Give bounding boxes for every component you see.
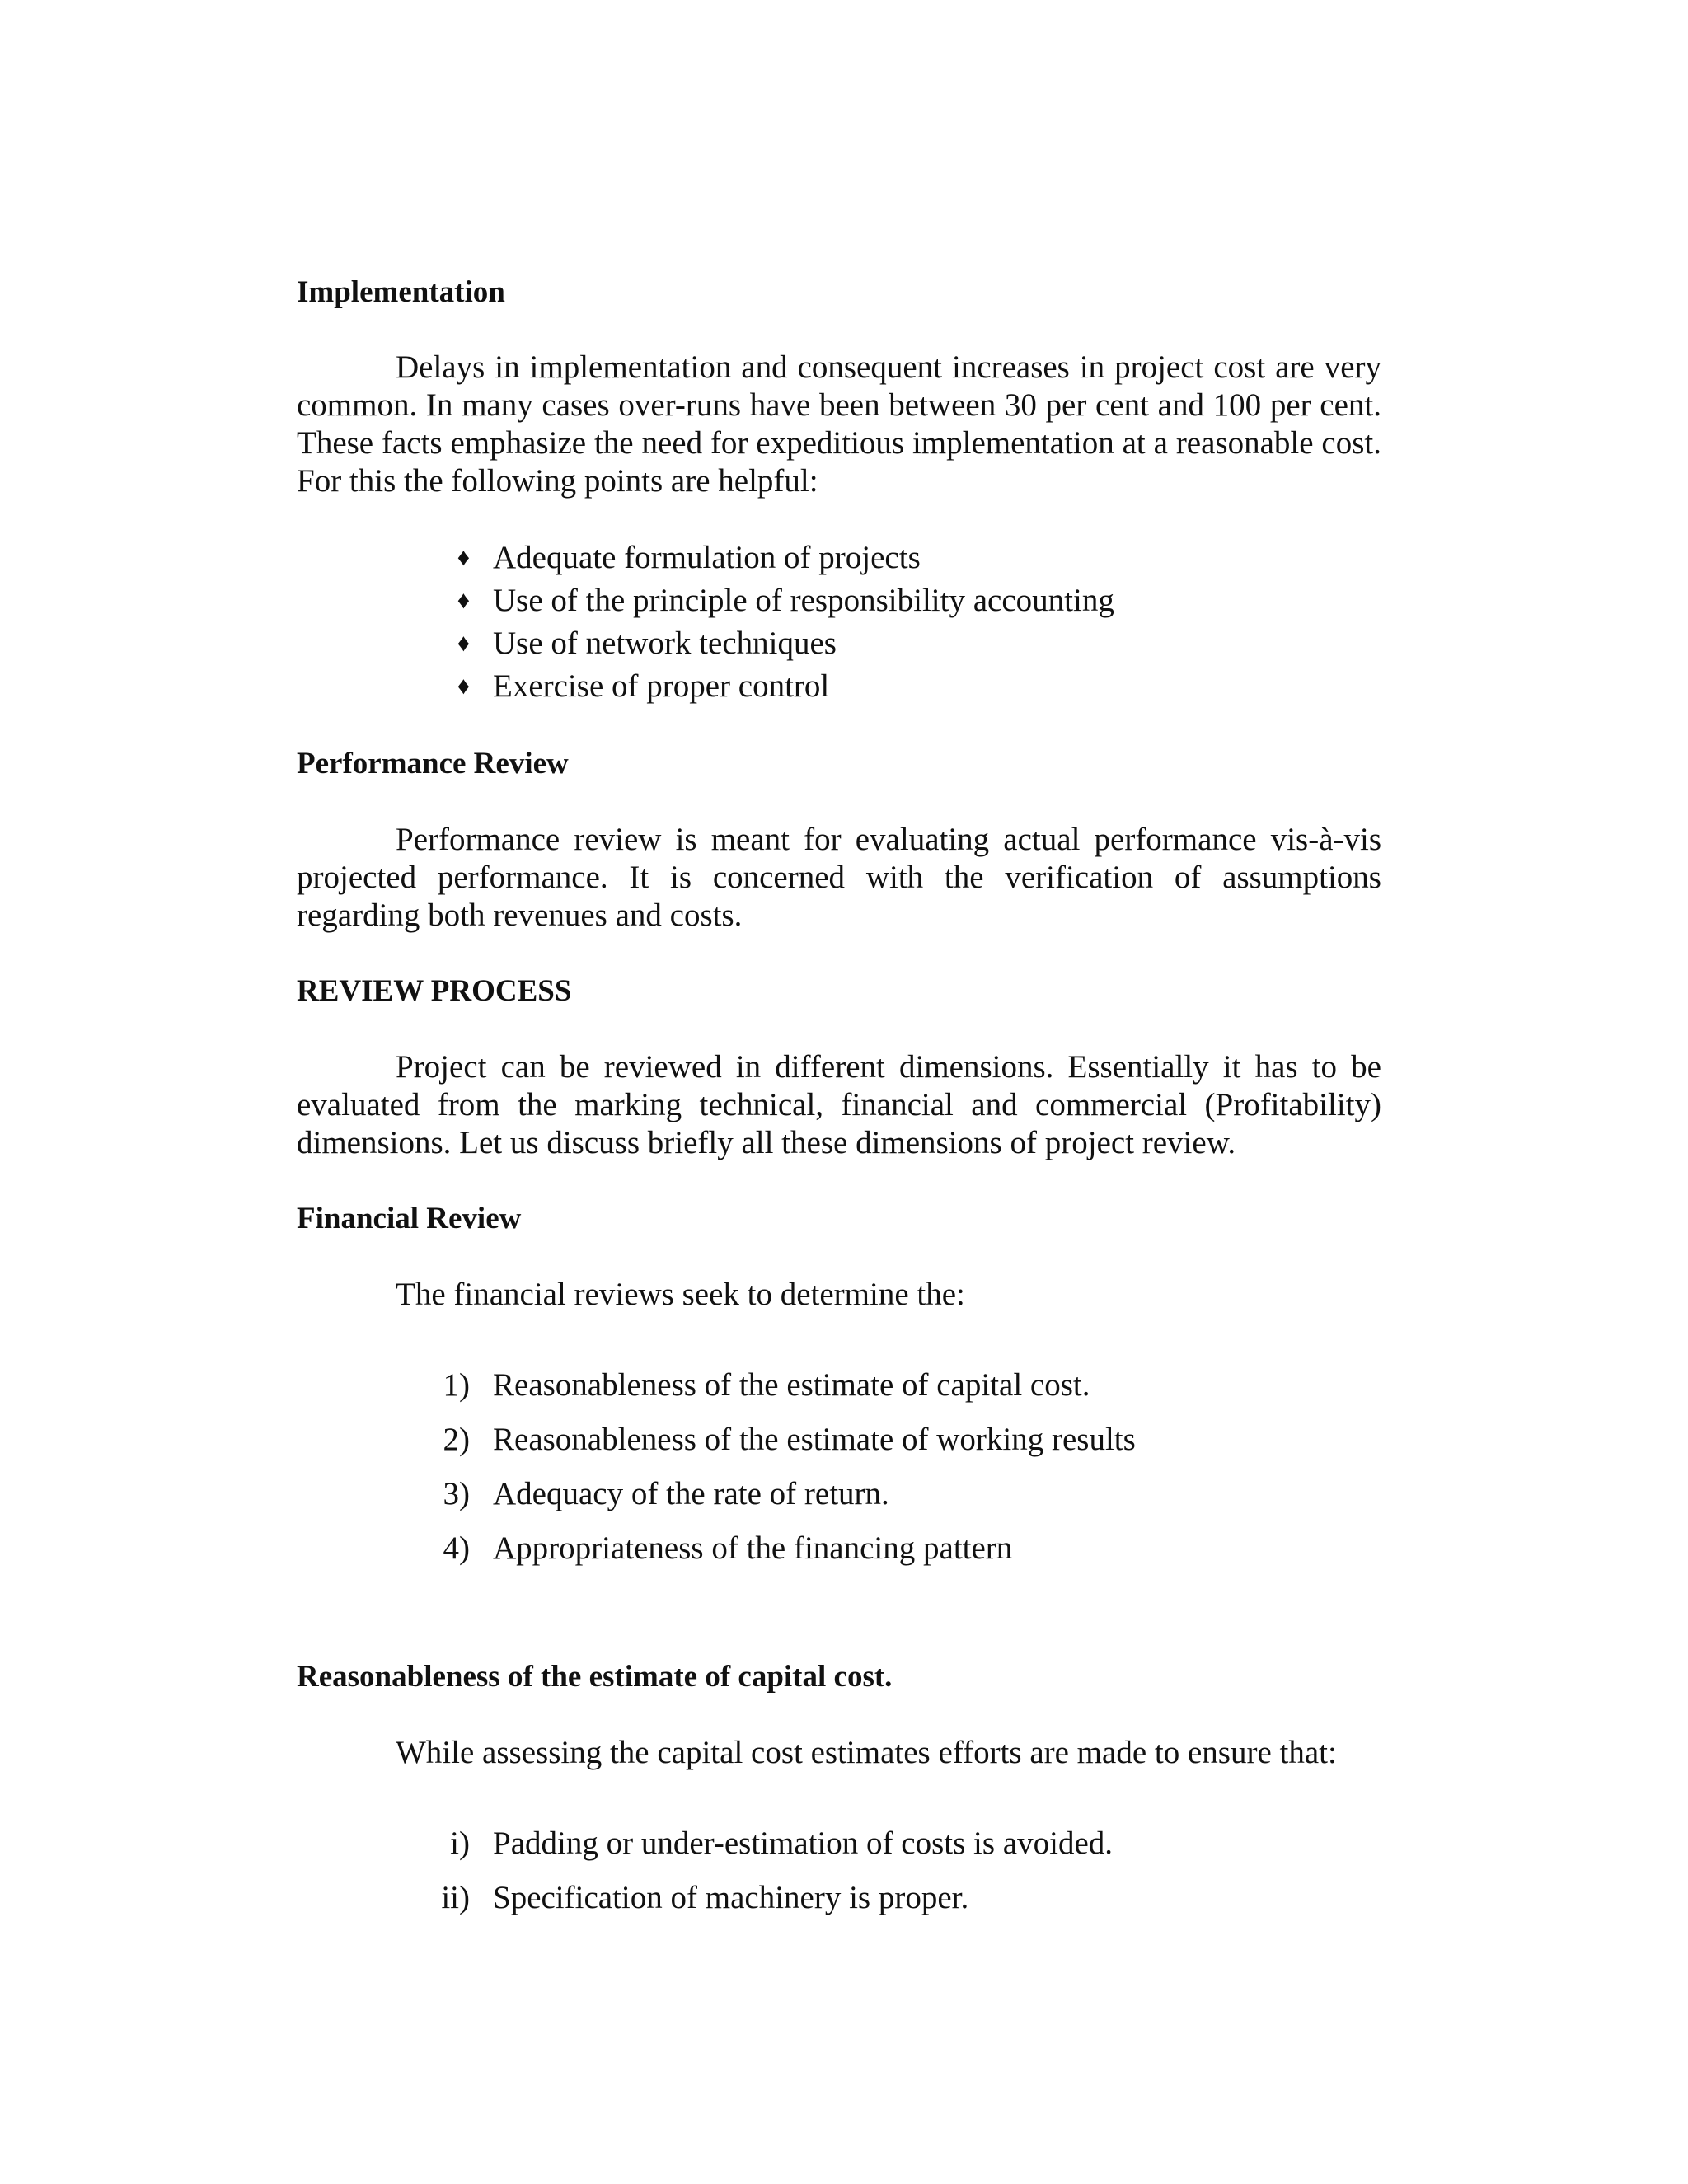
capital-cost-intro-block	[297, 1734, 1381, 1772]
list-number: 3)	[443, 1476, 470, 1511]
performance-review-section	[297, 745, 1381, 783]
list-item: ii) Specification of machinery is proper.	[396, 1879, 1113, 1933]
section-heading: Implementation	[297, 275, 505, 309]
financial-review-intro: The financial reviews seek to determine the:	[396, 1277, 965, 1312]
list-number: i)	[450, 1825, 470, 1861]
financial-review-intro-block	[297, 1276, 1381, 1314]
performance-review-paragraph-block	[297, 821, 1381, 935]
list-item: i) Padding or under-estimation of costs is avoided.	[396, 1825, 1113, 1879]
list-number: 1)	[443, 1367, 470, 1403]
capital-cost-roman-list	[396, 1825, 1113, 1933]
implementation-paragraph: Delays in implementation and consequent increases in project cost are very common. In many cases over-runs have been between 30 per cent and 100 per cent. These facts emphasize the need for expeditious implementation at a reasonable cost. For this the following points are helpful:	[297, 349, 1381, 499]
list-item: 3) Adequacy of the rate of return.	[396, 1475, 1136, 1530]
financial-review-numbered-list	[396, 1366, 1136, 1584]
list-item: ♦ Exercise of proper control	[396, 668, 1114, 710]
implementation-section	[297, 274, 1381, 312]
implementation-paragraph-block	[297, 349, 1381, 500]
list-number: 4)	[443, 1530, 470, 1566]
list-number: 2)	[443, 1422, 470, 1457]
list-item: ♦ Use of network techniques	[396, 625, 1114, 668]
diamond-bullet-icon: ♦	[457, 673, 470, 700]
diamond-bullet-icon: ♦	[457, 544, 470, 571]
performance-review-paragraph: Performance review is meant for evaluating actual performance vis-à-vis projected performance. It is concerned with the verification of assumptions regarding both revenues and costs.	[297, 822, 1381, 933]
list-item: ♦ Use of the principle of responsibility accounting	[396, 582, 1114, 625]
list-item: 2) Reasonableness of the estimate of working results	[396, 1421, 1136, 1475]
financial-review-section	[297, 1200, 1381, 1238]
review-process-paragraph: Project can be reviewed in different dimensions. Essentially it has to be evaluated from the marking technical, financial and commercial (Profitability) dimensions. Let us discuss briefly all these dimensions of project review.	[297, 1049, 1381, 1160]
section-heading: Reasonableness of the estimate of capital cost.	[297, 1660, 893, 1694]
capital-cost-intro: While assessing the capital cost estimates efforts are made to ensure that:	[396, 1735, 1337, 1770]
list-item: 1) Reasonableness of the estimate of capital cost.	[396, 1366, 1136, 1421]
section-heading: Financial Review	[297, 1202, 522, 1235]
section-heading: Performance Review	[297, 747, 569, 780]
list-item: ♦ Adequate formulation of projects	[396, 539, 1114, 582]
capital-cost-section	[297, 1658, 1381, 1696]
list-item: 4) Appropriateness of the financing pattern	[396, 1530, 1136, 1584]
implementation-bullet-list	[396, 539, 1114, 710]
review-process-section	[297, 972, 1381, 1010]
review-process-paragraph-block	[297, 1048, 1381, 1162]
list-number: ii)	[441, 1880, 470, 1915]
diamond-bullet-icon: ♦	[457, 587, 470, 614]
diamond-bullet-icon: ♦	[457, 630, 470, 657]
section-heading: REVIEW PROCESS	[297, 974, 572, 1008]
